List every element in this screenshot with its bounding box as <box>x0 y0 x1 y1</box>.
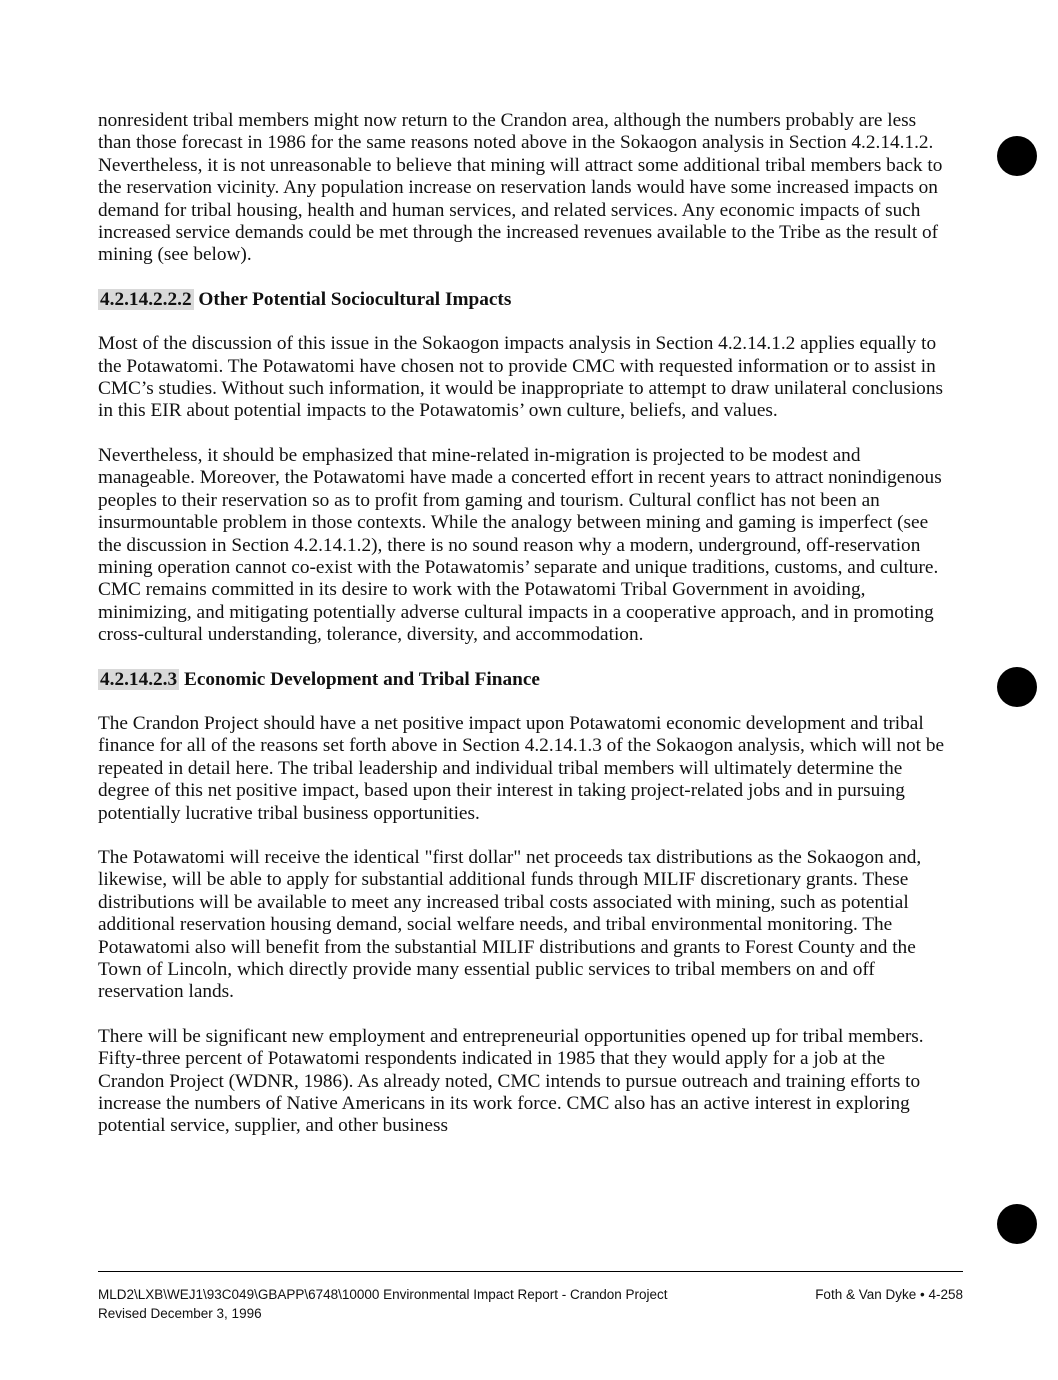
section-title: Other Potential Sociocultural Impacts <box>198 288 512 310</box>
paragraph-tribal-members-return: nonresident tribal members might now return to the Crandon area, although the numbers probably are less than those forecast in 1986 for the same reasons noted above in the Sokaogon analysis in Section 4.2.14.1.2. Nevertheless, it is not unreasonable to believe that mining will attract some additional tribal members back to the reservation vicinity. Any population increase on reservation lands would have some increased impacts on demand for tribal housing, health and human services, and related services. Any economic impacts of such increased service demands could be met through the increased revenues available to the Tribe as the result of mining (see below). <box>98 110 943 266</box>
footer-left <box>98 1285 668 1323</box>
footer-document-path: MLD2\LXB\WEJ1\93C049\GBAPP\6748\10000 Environmental Impact Report - Crandon Project <box>98 1287 668 1302</box>
section-title: Economic Development and Tribal Finance <box>183 668 540 690</box>
paragraph-in-migration: Nevertheless, it should be emphasized that mine-related in-migration is projected to be modest and manageable. Moreover, the Potawatomi have made a concerted effort in recent years to attract nonindigenous peoples to their reservation so as to profit from gaming and tourism. Cultural conflict has not been an insurmountable problem in those contexts. While the analogy between mining and gaming is imperfect (see the discussion in Section 4.2.14.1.2), there is no sound reason why a modern, underground, off-reservation mining operation cannot co-exist with the Potawatomis’ separate and unique traditions, customs, and culture. CMC remains committed in its desire to work with the Potawatomi Tribal Government in avoiding, minimizing, and mitigating potentially adverse cultural impacts in a cooperative approach, and in promoting cross-cultural understanding, tolerance, diversity, and accommodation. <box>98 444 942 646</box>
footer-revised-date: Revised December 3, 1996 <box>98 1306 262 1321</box>
footer-divider <box>98 1271 963 1272</box>
punch-hole-mark <box>997 667 1037 707</box>
section-heading-sociocultural <box>98 289 948 311</box>
punch-hole-mark <box>997 136 1037 176</box>
page-body <box>98 110 948 1160</box>
paragraph-employment: There will be significant new employment and entrepreneurial opportunities opened up for tribal members. Fifty-three percent of Potawatomi respondents indicated in 1985 that they would apply for a job at the Crandon Project (WDNR, 1986). As already noted, CMC intends to pursue outreach and training efforts to increase the numbers of Native Americans in its work force. CMC also has an active interest in exploring potential service, supplier, and other business <box>98 1025 924 1137</box>
section-number: 4.2.14.2.3 <box>100 668 178 690</box>
paragraph-tax-distributions: The Potawatomi will receive the identical "first dollar" net proceeds tax distributions as the Sokaogon and, likewise, will be able to apply for substantial additional funds through MILIF discretionary grants. These distributions will be available to meet any increased tribal costs associated with mining, such as potential additional reservation housing demand, social welfare needs, and tribal environmental monitoring. The Potawatomi also will benefit from the substantial MILIF distributions and grants to Forest County and the Town of Lincoln, which directly provide many essential public services to tribal members on and off reservation lands. <box>98 846 922 1003</box>
paragraph-net-positive-impact: The Crandon Project should have a net positive impact upon Potawatomi economic development and tribal finance for all of the reasons set forth above in Section 4.2.14.1.3 of the Sokaogon analysis, which will not be repeated in detail here. The tribal leadership and individual tribal members will ultimately determine the degree of this net positive impact, based upon their interest in taking project-related jobs and in pursuing potentially lucrative tribal business opportunities. <box>98 712 945 824</box>
section-heading-economic <box>98 669 948 691</box>
footer-page-number: Foth & Van Dyke • 4-258 <box>815 1287 963 1302</box>
paragraph-sokaogon-discussion: Most of the discussion of this issue in the Sokaogon impacts analysis in Section 4.2.14.1.2 applies equally to the Potawatomi. The Potawatomi have chosen not to provide CMC with requested information or to assist in CMC’s studies. Without such information, it would be inappropriate to attempt to draw unilateral conclusions in this EIR about potential impacts to the Potawatomis’ own culture, beliefs, and values. <box>98 333 943 422</box>
punch-hole-mark <box>997 1204 1037 1244</box>
section-number: 4.2.14.2.2.2 <box>100 288 192 310</box>
